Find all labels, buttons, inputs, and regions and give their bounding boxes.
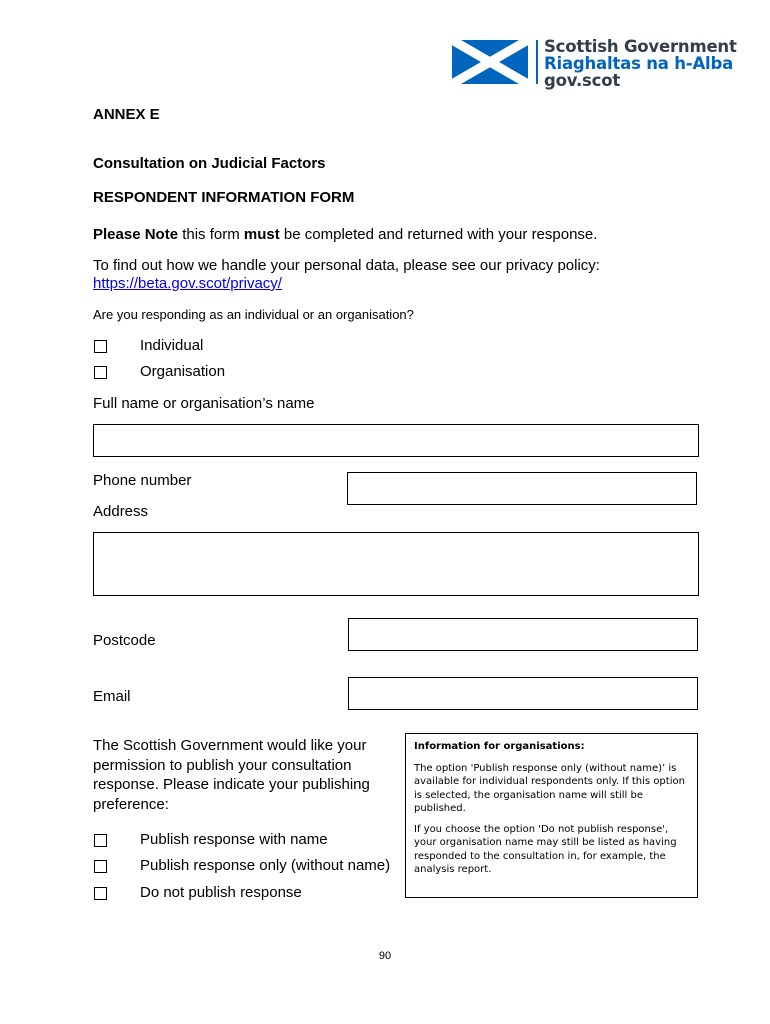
info-box-paragraph-2: If you choose the option 'Do not publish response', your organisation name may still be listed as having responded to the consultation in, for example, the analysis report. bbox=[414, 823, 677, 875]
organisation-option-label: Organisation bbox=[140, 363, 226, 380]
full-name-field[interactable] bbox=[93, 424, 699, 457]
phone-field[interactable] bbox=[347, 472, 697, 505]
privacy-paragraph bbox=[93, 257, 653, 293]
privacy-policy-link[interactable]: https://beta.gov.scot/privacy/ bbox=[93, 275, 282, 292]
logo-title-english: Scottish Government bbox=[544, 37, 737, 56]
publish-with-name-label: Publish response with name bbox=[140, 831, 328, 848]
scottish-government-logo bbox=[452, 37, 737, 90]
please-note-line bbox=[93, 226, 597, 243]
full-name-label: Full name or organisation’s name bbox=[93, 395, 315, 412]
logo-title-gaelic: Riaghaltas na h-Alba bbox=[544, 54, 734, 73]
address-field[interactable] bbox=[93, 532, 699, 596]
info-box-heading: Information for organisations: bbox=[414, 741, 585, 752]
do-not-publish-label: Do not publish response bbox=[140, 884, 302, 901]
respondent-question: Are you responding as an individual or an organisation? bbox=[93, 307, 414, 322]
publish-without-name-checkbox[interactable] bbox=[94, 860, 107, 873]
do-not-publish-checkbox[interactable] bbox=[94, 887, 107, 900]
email-field[interactable] bbox=[348, 677, 698, 710]
logo-domain: gov.scot bbox=[544, 71, 621, 90]
address-label: Address bbox=[93, 503, 149, 520]
publish-question: The Scottish Government would like your permission to publish your consultation response. Please indicate your publishing preference: bbox=[93, 737, 370, 813]
individual-option-label: Individual bbox=[140, 337, 204, 354]
info-box-paragraph-1: The option 'Publish response only (without name)’ is available for individual respondents only. If this option is selected, the organisation name will still be published. bbox=[414, 762, 685, 814]
consultation-title: Consultation on Judicial Factors bbox=[93, 155, 326, 172]
publish-without-name-label: Publish response only (without name) bbox=[140, 857, 391, 874]
saltire-flag-icon bbox=[452, 40, 528, 84]
email-label: Email bbox=[93, 688, 131, 705]
publish-with-name-checkbox[interactable] bbox=[94, 834, 107, 847]
postcode-label: Postcode bbox=[93, 632, 156, 649]
phone-label: Phone number bbox=[93, 472, 192, 489]
please-note-label: Please Note bbox=[93, 226, 179, 243]
individual-checkbox[interactable] bbox=[94, 340, 107, 353]
organisation-checkbox[interactable] bbox=[94, 366, 107, 379]
note-text-1: this form bbox=[178, 226, 244, 243]
form-title: RESPONDENT INFORMATION FORM bbox=[93, 189, 355, 206]
privacy-text: To find out how we handle your personal data, please see our privacy policy: bbox=[93, 257, 600, 274]
postcode-field[interactable] bbox=[348, 618, 698, 651]
note-must: must bbox=[243, 226, 280, 243]
organisation-info-box bbox=[405, 733, 698, 898]
note-text-2: be completed and returned with your response. bbox=[279, 226, 598, 243]
page-number: 90 bbox=[378, 950, 392, 962]
logo-divider bbox=[536, 40, 538, 84]
annex-heading: ANNEX E bbox=[93, 106, 160, 123]
